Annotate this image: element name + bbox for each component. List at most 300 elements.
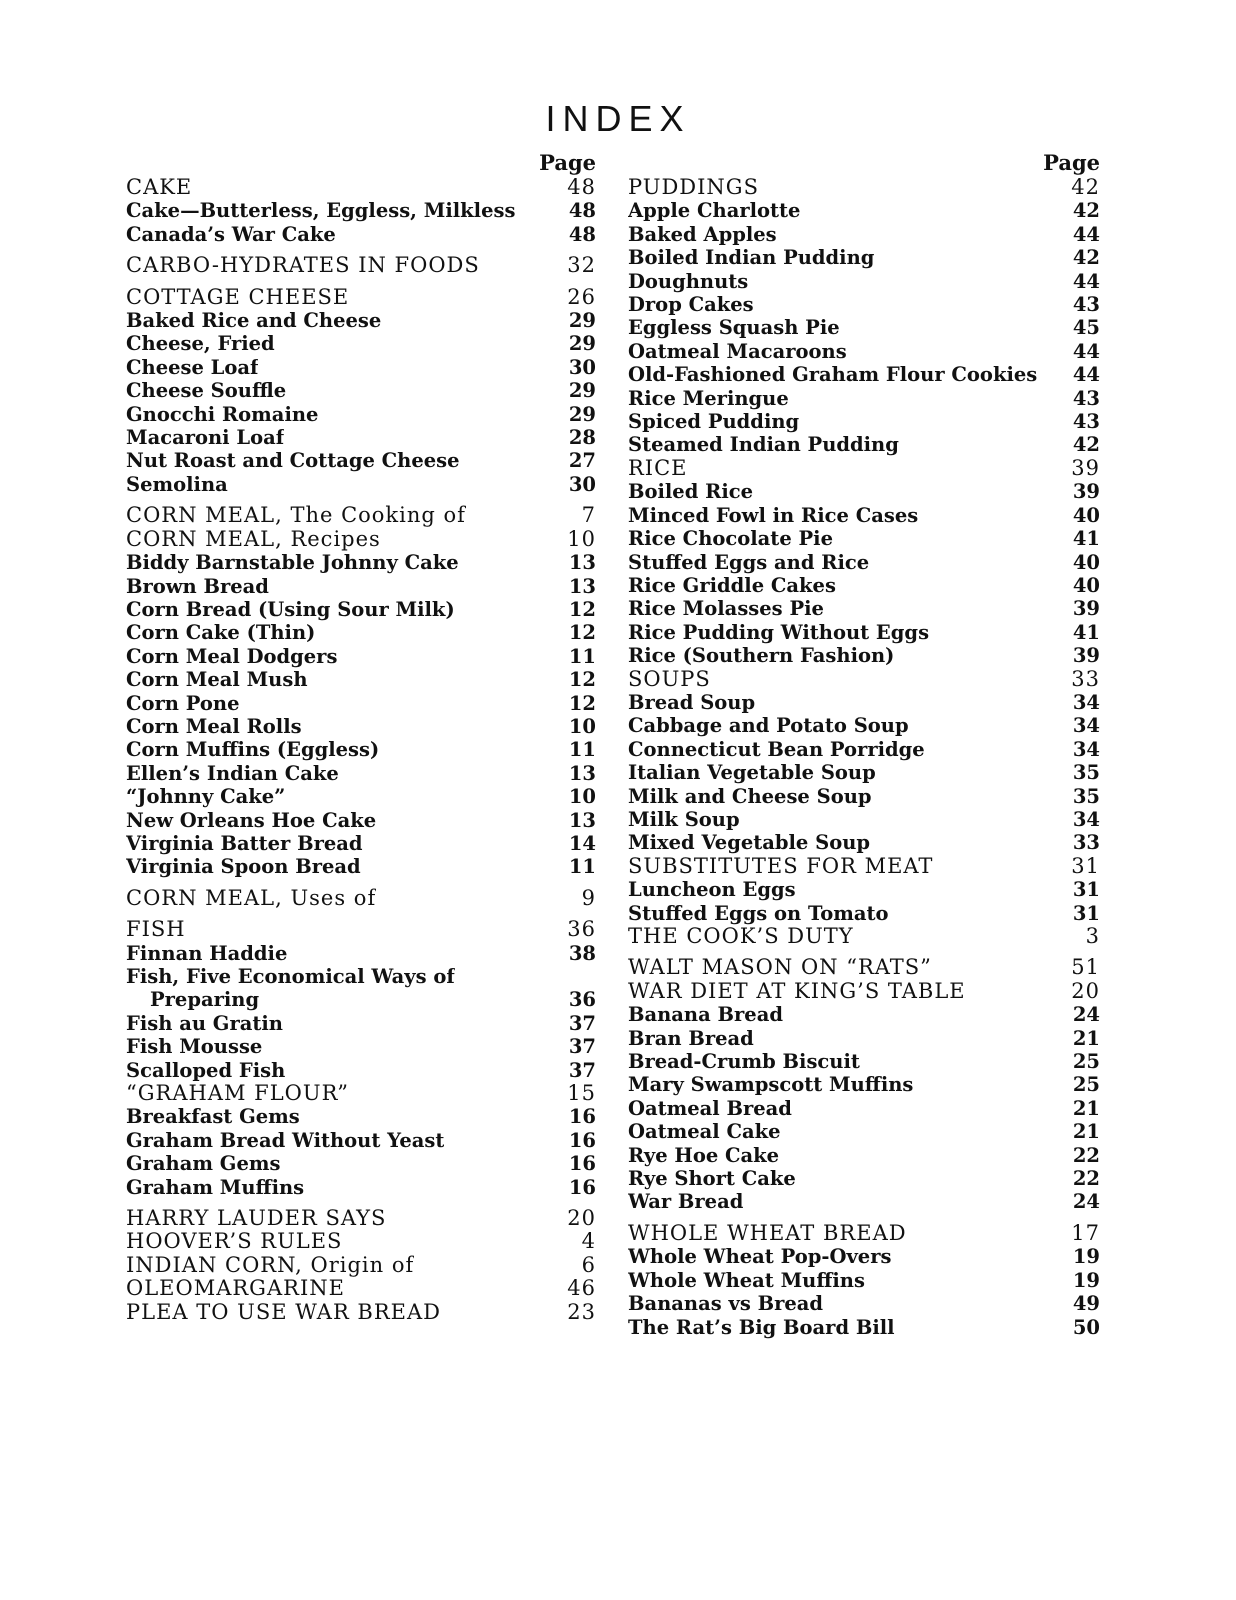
entry-title: HOOVER’S RULES [126, 1230, 343, 1254]
entry-page-number: 29 [568, 402, 596, 426]
entry-title: Connecticut Bean Porridge [628, 737, 925, 761]
index-entry-row [628, 1073, 1100, 1096]
entry-title: CORN MEAL, Uses of [126, 886, 377, 910]
entry-title: Breakfast Gems [126, 1105, 300, 1129]
index-entry-row [126, 855, 596, 878]
entry-title: Oatmeal Macaroons [628, 339, 847, 363]
entry-title: Nut Roast and Cottage Cheese [126, 449, 460, 473]
entry-title: FISH [126, 918, 186, 942]
entry-page-number: 38 [568, 941, 596, 965]
index-entry-row [628, 551, 1100, 574]
entry-page-number: 42 [1072, 433, 1100, 457]
entry-title: Rice (Southern Fashion) [628, 644, 895, 668]
index-heading-row [628, 980, 1100, 1003]
entry-title: THE COOK’S DUTY [628, 925, 854, 948]
spacer [126, 910, 596, 918]
entry-page-number: 42 [1071, 175, 1100, 199]
entry-page-number: 37 [568, 1058, 596, 1082]
entry-page-number: 29 [568, 379, 596, 403]
index-entry-row [126, 309, 596, 332]
index-heading-row [628, 855, 1100, 878]
entry-page-number: 39 [1072, 597, 1100, 621]
entry-page-number: 39 [1071, 455, 1100, 480]
index-entry-row [126, 1012, 596, 1035]
entry-title: Drop Cakes [628, 293, 754, 317]
entry-title: RICE [628, 456, 688, 480]
entry-page-number: 6 [581, 1252, 596, 1277]
entry-page-number: 40 [1072, 550, 1100, 574]
entry-title: WAR DIET AT KING’S TABLE [628, 979, 966, 1003]
entry-page-number: 10 [568, 785, 596, 809]
entry-page-number: 36 [567, 917, 596, 942]
entry-page-number: 41 [1072, 620, 1100, 644]
entry-title: Rice Meringue [628, 386, 789, 410]
index-entry-row [628, 902, 1100, 925]
index-entry-row [126, 762, 596, 785]
entry-page-number: 25 [1072, 1073, 1100, 1097]
index-entry-row [126, 449, 596, 472]
index-entry-row [628, 761, 1100, 784]
entry-title: Rye Short Cake [628, 1167, 796, 1191]
entry-title: Fish, Five Economical Ways of [126, 965, 455, 988]
entry-title: New Orleans Hoe Cake [126, 808, 377, 832]
spacer [628, 1214, 1100, 1222]
page-title: INDEX [545, 98, 691, 139]
index-heading-row [126, 528, 596, 551]
entry-page-number: 32 [567, 253, 596, 278]
index-entry-row [628, 1245, 1100, 1268]
entry-title: Stuffed Eggs on Tomato [628, 901, 889, 925]
entry-title: Corn Bread (Using Sour Milk) [126, 597, 455, 621]
entry-title: Finnan Haddie [126, 941, 288, 965]
entry-title: Rice Pudding Without Eggs [628, 620, 930, 644]
entry-page-number: 12 [568, 691, 596, 715]
index-entry-row [126, 1059, 596, 1082]
entry-title: Oatmeal Bread [628, 1096, 792, 1120]
entry-page-number: 41 [1072, 527, 1100, 551]
entry-page-number: 40 [1072, 573, 1100, 597]
entry-page-number: 19 [1072, 1268, 1100, 1292]
entry-title: HARRY LAUDER SAYS [126, 1207, 387, 1231]
entry-title: Virginia Batter Bread [126, 831, 363, 855]
spacer [126, 246, 596, 254]
index-entry-row [628, 714, 1100, 737]
entry-page-number: 42 [1072, 246, 1100, 270]
index-entry-row [628, 1144, 1100, 1167]
spacer [126, 1199, 596, 1207]
entry-page-number: 4 [581, 1229, 596, 1254]
entry-page-number: 19 [1072, 1245, 1100, 1269]
index-entry-row [126, 1129, 596, 1152]
entry-page-number: 48 [568, 199, 596, 223]
entry-title: Fish Mousse [126, 1035, 263, 1059]
entry-title: Rice Molasses Pie [628, 597, 824, 621]
index-heading-row [126, 176, 596, 199]
index-entry-row [628, 808, 1100, 831]
entry-title: PLEA TO USE WAR BREAD [126, 1300, 441, 1324]
entry-title: Bran Bread [628, 1026, 754, 1050]
entry-page-number: 12 [568, 668, 596, 692]
entry-page-number: 17 [1071, 1220, 1100, 1245]
index-entry-row [126, 575, 596, 598]
index-entry-row [126, 199, 596, 222]
entry-title: Corn Cake (Thin) [126, 621, 316, 645]
index-entry-row [628, 293, 1100, 316]
index-entry-row [628, 1292, 1100, 1315]
entry-page-number: 24 [1072, 1003, 1100, 1027]
entry-page-number: 25 [1072, 1050, 1100, 1074]
index-entry-row [126, 988, 596, 1011]
index-heading-row [126, 1230, 596, 1253]
entry-page-number: 12 [568, 621, 596, 645]
index-entry-row [628, 1050, 1100, 1073]
index-entry-row [628, 691, 1100, 714]
entry-page-number: 33 [1072, 831, 1100, 855]
index-entry-row [628, 644, 1100, 667]
index-entry-row [126, 1035, 596, 1058]
index-heading-row [126, 918, 596, 941]
entry-title: CARBO-HYDRATES IN FOODS [126, 254, 480, 278]
index-entry-row [126, 223, 596, 246]
entry-title: Milk and Cheese Soup [628, 784, 872, 808]
entry-title: PUDDINGS [628, 176, 759, 199]
entry-title: Brown Bread [126, 574, 269, 598]
entry-page-number: 13 [568, 808, 596, 832]
entry-page-number: 16 [568, 1105, 596, 1129]
entry-title: SOUPS [628, 667, 711, 691]
entry-title: Cheese Loaf [126, 355, 259, 379]
index-list [126, 176, 596, 1324]
entry-page-number: 34 [1072, 807, 1100, 831]
entry-page-number: 51 [1071, 955, 1100, 980]
index-entry-row [126, 473, 596, 496]
index-entry-row [628, 621, 1100, 644]
index-heading-row [126, 1254, 596, 1277]
entry-title: Scalloped Fish [126, 1058, 286, 1082]
entry-title: Milk Soup [628, 807, 740, 831]
entry-title: INDIAN CORN, Origin of [126, 1253, 415, 1277]
entry-page-number: 42 [1072, 199, 1100, 223]
entry-title: CORN MEAL, Recipes [126, 527, 381, 551]
entry-page-number: 15 [567, 1081, 596, 1106]
entry-page-number: 7 [581, 503, 596, 528]
entry-page-number: 36 [568, 988, 596, 1012]
index-entry-row [126, 785, 596, 808]
entry-page-number: 26 [567, 284, 596, 309]
entry-title: Spiced Pudding [628, 410, 800, 434]
index-entry-row [126, 645, 596, 668]
index-entry-row [628, 1269, 1100, 1292]
entry-title: Apple Charlotte [628, 199, 801, 223]
entry-title: Bread-Crumb Biscuit [628, 1050, 860, 1074]
entry-page-number: 44 [1072, 222, 1100, 246]
entry-page-number: 40 [1072, 503, 1100, 527]
entry-title: Ellen’s Indian Cake [126, 761, 339, 785]
index-heading-row [126, 1301, 596, 1324]
entry-title: Bread Soup [628, 690, 756, 714]
index-entry-row [628, 246, 1100, 269]
index-entry-row [126, 668, 596, 691]
index-heading-row [628, 956, 1100, 979]
entry-page-number: 21 [1072, 1096, 1100, 1120]
entry-page-number: 37 [568, 1011, 596, 1035]
index-entry-row [628, 363, 1100, 386]
entry-page-number: 10 [568, 714, 596, 738]
entry-title: Rice Griddle Cakes [628, 573, 836, 597]
index-entry-row [628, 1003, 1100, 1026]
index-heading-row [628, 176, 1100, 199]
entry-title: Cake—Butterless, Eggless, Milkless [126, 199, 516, 223]
entry-title: Luncheon Eggs [628, 878, 796, 902]
index-list [628, 176, 1100, 1339]
page-column-header: Page [1043, 150, 1100, 175]
index-heading-row [126, 1207, 596, 1230]
index-column-left [126, 150, 596, 1324]
index-entry-row [126, 692, 596, 715]
entry-title: Cheese, Fried [126, 332, 275, 356]
entry-title: Eggless Squash Pie [628, 316, 840, 340]
entry-title: Mixed Vegetable Soup [628, 831, 871, 855]
index-entry-row [126, 809, 596, 832]
entry-title: Macaroni Loaf [126, 426, 285, 450]
entry-title: Minced Fowl in Rice Cases [628, 503, 919, 527]
entry-title: Graham Bread Without Yeast [126, 1128, 445, 1152]
index-heading-row [126, 887, 596, 910]
entry-page-number: 11 [568, 738, 596, 762]
entry-title: OLEOMARGARINE [126, 1277, 345, 1301]
index-entry-row [628, 504, 1100, 527]
entry-page-number: 22 [1072, 1143, 1100, 1167]
index-column-right [628, 150, 1100, 1339]
entry-title: Boiled Rice [628, 480, 754, 504]
index-entry-row [628, 340, 1100, 363]
entry-page-number: 20 [1071, 978, 1100, 1003]
entry-page-number: 33 [1071, 666, 1100, 691]
entry-title: Old-Fashioned Graham Flour Cookies [628, 363, 1038, 387]
entry-page-number: 50 [1072, 1315, 1100, 1339]
entry-page-number: 49 [1072, 1292, 1100, 1316]
entry-title: Biddy Barnstable Johnny Cake [126, 551, 459, 575]
index-entry-row [628, 223, 1100, 246]
index-entry-row [126, 942, 596, 965]
entry-title: Whole Wheat Muffins [628, 1268, 865, 1292]
entry-title: Preparing [150, 988, 260, 1012]
index-heading-row [628, 1222, 1100, 1245]
entry-title: Fish au Gratin [126, 1011, 283, 1035]
entry-page-number: 13 [568, 761, 596, 785]
entry-title: Gnocchi Romaine [126, 402, 319, 426]
index-entry-row [126, 715, 596, 738]
entry-page-number: 37 [568, 1035, 596, 1059]
entry-title: Virginia Spoon Bread [126, 855, 361, 879]
index-heading-row [126, 286, 596, 309]
entry-title: Bananas vs Bread [628, 1292, 824, 1316]
index-entry-row [628, 1097, 1100, 1120]
entry-title: Corn Meal Dodgers [126, 644, 338, 668]
entry-page-number: 30 [568, 355, 596, 379]
index-entry-row [126, 965, 596, 988]
index-entry-row [628, 527, 1100, 550]
entry-title: “GRAHAM FLOUR” [126, 1082, 349, 1106]
entry-page-number: 34 [1072, 714, 1100, 738]
index-entry-row [126, 356, 596, 379]
entry-page-number: 16 [568, 1152, 596, 1176]
index-entry-row [126, 403, 596, 426]
index-entry-row [628, 410, 1100, 433]
entry-title: Boiled Indian Pudding [628, 246, 875, 270]
entry-page-number: 43 [1072, 410, 1100, 434]
entry-title: Corn Muffins (Eggless) [126, 738, 380, 762]
index-entry-row [628, 433, 1100, 456]
entry-page-number: 29 [568, 309, 596, 333]
index-entry-row [628, 1027, 1100, 1050]
index-entry-row [628, 1167, 1100, 1190]
entry-page-number: 35 [1072, 761, 1100, 785]
spacer [126, 278, 596, 286]
entry-title: Graham Muffins [126, 1175, 305, 1199]
entry-title: Cheese Souffle [126, 379, 287, 403]
entry-title: Rice Chocolate Pie [628, 527, 833, 551]
entry-page-number: 13 [568, 574, 596, 598]
index-heading-row [628, 457, 1100, 480]
entry-page-number: 3 [1085, 924, 1100, 948]
index-entry-row [628, 878, 1100, 901]
index-entry-row [628, 738, 1100, 761]
entry-page-number: 44 [1072, 363, 1100, 387]
entry-page-number: 21 [1072, 1120, 1100, 1144]
index-entry-row [628, 574, 1100, 597]
entry-page-number: 31 [1071, 853, 1100, 878]
entry-title: Italian Vegetable Soup [628, 761, 876, 785]
index-entry-row [126, 832, 596, 855]
entry-title: War Bread [628, 1190, 744, 1214]
index-entry-row [628, 1316, 1100, 1339]
index-entry-row [126, 1152, 596, 1175]
index-entry-row [628, 785, 1100, 808]
index-entry-row [126, 598, 596, 621]
index-heading-row [126, 1082, 596, 1105]
entry-title: The Rat’s Big Board Bill [628, 1315, 895, 1339]
spacer [628, 948, 1100, 956]
entry-page-number: 21 [1072, 1026, 1100, 1050]
entry-page-number: 10 [567, 526, 596, 551]
entry-page-number: 16 [568, 1175, 596, 1199]
index-entry-row [628, 597, 1100, 620]
entry-title: Corn Meal Mush [126, 668, 308, 692]
index-entry-row [126, 332, 596, 355]
entry-page-number: 48 [568, 222, 596, 246]
entry-title: WHOLE WHEAT BREAD [628, 1221, 907, 1245]
entry-title: Semolina [126, 472, 228, 496]
index-entry-row [628, 199, 1100, 222]
entry-page-number: 34 [1072, 737, 1100, 761]
entry-title: “Johnny Cake” [126, 785, 286, 809]
entry-page-number: 24 [1072, 1190, 1100, 1214]
entry-page-number: 44 [1072, 269, 1100, 293]
entry-title: Mary Swampscott Muffins [628, 1073, 914, 1097]
index-heading-row [126, 1277, 596, 1300]
entry-page-number: 48 [567, 175, 596, 199]
entry-title: Whole Wheat Pop-Overs [628, 1245, 892, 1269]
index-heading-row [628, 668, 1100, 691]
index-entry-row [628, 1190, 1100, 1213]
entry-page-number: 34 [1072, 690, 1100, 714]
entry-page-number: 31 [1072, 901, 1100, 925]
entry-title: Corn Pone [126, 691, 240, 715]
entry-title: CAKE [126, 176, 193, 199]
index-entry-row [126, 1105, 596, 1128]
entry-page-number: 12 [568, 597, 596, 621]
entry-page-number: 16 [568, 1128, 596, 1152]
entry-title: Banana Bread [628, 1003, 783, 1027]
entry-page-number: 11 [568, 855, 596, 879]
entry-page-number: 11 [568, 644, 596, 668]
entry-title: Doughnuts [628, 269, 749, 293]
entry-title: SUBSTITUTES FOR MEAT [628, 854, 934, 878]
entry-title: Steamed Indian Pudding [628, 433, 899, 457]
entry-page-number: 45 [1072, 316, 1100, 340]
entry-page-number: 44 [1072, 339, 1100, 363]
entry-title: CORN MEAL, The Cooking of [126, 504, 466, 528]
index-entry-row [628, 1120, 1100, 1143]
spacer [126, 879, 596, 887]
entry-title: Baked Apples [628, 222, 777, 246]
entry-page-number: 29 [568, 332, 596, 356]
index-entry-row [628, 387, 1100, 410]
entry-title: WALT MASON ON “RATS” [628, 956, 932, 980]
index-entry-row [126, 1176, 596, 1199]
entry-title: Corn Meal Rolls [126, 714, 302, 738]
entry-title: Rye Hoe Cake [628, 1143, 780, 1167]
index-entry-row [628, 480, 1100, 503]
entry-page-number: 39 [1072, 480, 1100, 504]
entry-page-number: 22 [1072, 1167, 1100, 1191]
entry-page-number: 14 [568, 831, 596, 855]
entry-page-number: 39 [1072, 644, 1100, 668]
entry-page-number: 23 [567, 1299, 596, 1324]
entry-page-number: 35 [1072, 784, 1100, 808]
entry-page-number: 46 [567, 1276, 596, 1301]
index-entry-row [126, 379, 596, 402]
index-entry-row [628, 316, 1100, 339]
entry-page-number: 9 [581, 885, 596, 910]
page-column-header: Page [539, 150, 596, 175]
index-entry-row [126, 551, 596, 574]
entry-title: Cabbage and Potato Soup [628, 714, 909, 738]
index-entry-row [126, 426, 596, 449]
entry-page-number: 20 [567, 1206, 596, 1231]
entry-title: Oatmeal Cake [628, 1120, 781, 1144]
entry-page-number: 28 [568, 426, 596, 450]
entry-page-number: 13 [568, 551, 596, 575]
entry-title: Graham Gems [126, 1152, 281, 1176]
entry-page-number: 27 [568, 449, 596, 473]
entry-page-number: 31 [1072, 878, 1100, 902]
index-heading-row [126, 254, 596, 277]
entry-title: Baked Rice and Cheese [126, 309, 382, 333]
index-heading-row [126, 504, 596, 527]
index-entry-row [628, 270, 1100, 293]
index-heading-row [628, 925, 1100, 948]
entry-page-number: 43 [1072, 386, 1100, 410]
spacer [126, 496, 596, 504]
index-entry-row [126, 621, 596, 644]
index-entry-row [628, 831, 1100, 854]
entry-page-number: 30 [568, 472, 596, 496]
entry-title: Canada’s War Cake [126, 222, 336, 246]
entry-title: Stuffed Eggs and Rice [628, 550, 870, 574]
entry-page-number: 43 [1072, 293, 1100, 317]
